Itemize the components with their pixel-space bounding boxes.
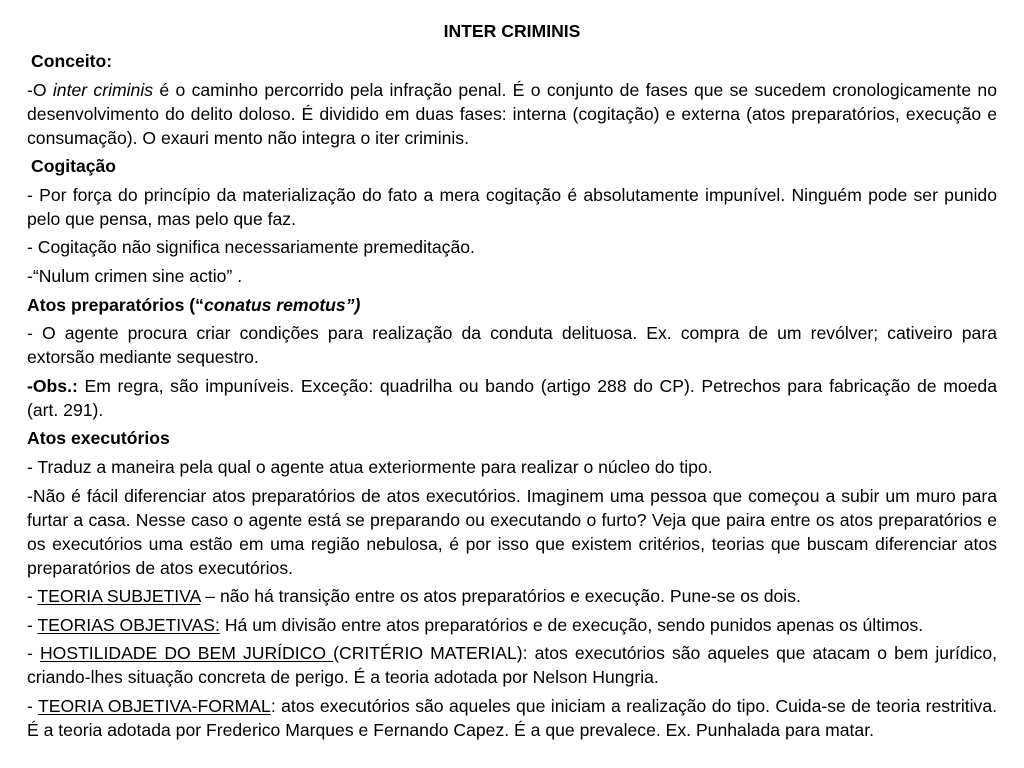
theory-item-subjetiva [27, 584, 997, 608]
atos-preparatorios-item: - O agente procura criar condições para realização da conduta delituosa. Ex. compra de um revólver; cativeiro para extorsão mediante sequestro. [27, 323, 997, 368]
theory-name: TEORIA OBJETIVA-FORMAL [37, 695, 271, 716]
obs-text: Em regra, são impuníveis. Exceção: quadrilha ou bando (artigo 288 do CP). Petrechos para fabricação de moeda (art. 291). [27, 375, 997, 420]
definition-text: é o caminho percorrido pela infração penal. É o conjunto de fases que se sucedem cronologicamente no desenvolvimento do delito doloso. É dividido em duas fases: interna (cogitação) e externa (atos preparatórios, execução e consumação). O exauri mento não integra o iter criminis. [27, 79, 997, 148]
cogitacao-item: -“Nulum crimen sine actio” . [27, 265, 243, 286]
theory-prefix: - [27, 695, 38, 716]
theory-item-objetiva-formal [27, 694, 997, 742]
theory-item-hostilidade [27, 641, 997, 689]
atos-executorios-item: -Não é fácil diferenciar atos preparatórios de atos executórios. Imaginem uma pessoa que começou a subir um muro para furtar a casa. Nesse caso o agente está se preparando ou executando o furto? Veja que paira entre os atos preparatórios e os executórios uma estão em uma região nebulosa, é por isso que existem critérios, teorias que buscam diferenciar atos preparatórios de atos executórios. [27, 485, 997, 578]
cogitacao-item: - Por força do princípio da materialização do fato a mera cogitação é absolutamente impunível. Ninguém pode ser punido pelo que pensa, mas pelo que faz. [27, 184, 997, 229]
definition-prefix: -O [27, 79, 53, 100]
theory-name: TEORIA SUBJETIVA [37, 586, 201, 607]
theory-prefix: - [27, 586, 38, 607]
section-heading-conceito: Conceito: [31, 51, 113, 71]
document-title: INTER CRIMINIS [443, 21, 581, 41]
theory-prefix: - [27, 614, 38, 635]
section-heading-atos-preparatorios [27, 293, 997, 317]
theory-name: HOSTILIDADE DO BEM JURÍDICO [39, 643, 334, 664]
heading-latin-term: conatus remotus”) [203, 294, 361, 315]
theory-text: Há um divisão entre atos preparatórios e de execução, sendo punidos apenas os últimos. [219, 614, 924, 635]
theory-text: (CRITÉRIO MATERIAL): atos executórios são aqueles que atacam o bem jurídico, criando-lhes situação concreta de perigo. É a teoria adotada por Nelson Hungria. [27, 643, 998, 688]
section-heading-cogitacao: Cogitação [31, 156, 117, 177]
heading-text: Atos preparatórios (“ [27, 294, 204, 315]
theory-text: – não há transição entre os atos preparatórios e execução. Pune-se os dois. [200, 586, 801, 607]
theory-item-objetivas [27, 613, 997, 637]
atos-executorios-item: - Traduz a maneira pela qual o agente atua exteriormente para realizar o núcleo do tipo. [27, 456, 713, 477]
atos-preparatorios-obs [27, 374, 997, 422]
theory-name: TEORIAS OBJETIVAS: [37, 614, 220, 635]
definition-term: inter criminis [52, 79, 154, 100]
section-heading-atos-executorios: Atos executórios [27, 428, 170, 449]
cogitacao-item: - Cogitação não significa necessariamente premeditação. [27, 237, 475, 258]
obs-label: -Obs.: [27, 375, 78, 396]
theory-text: : atos executórios são aqueles que iniciam a realização do tipo. Cuida-se de teoria restritiva. É a teoria adotada por Frederico Marques e Fernando Capez. É a que prevalece. Ex. Punhalada para matar. [27, 695, 998, 740]
paragraph-conceito-definition [27, 78, 997, 150]
theory-prefix: - [27, 643, 40, 664]
